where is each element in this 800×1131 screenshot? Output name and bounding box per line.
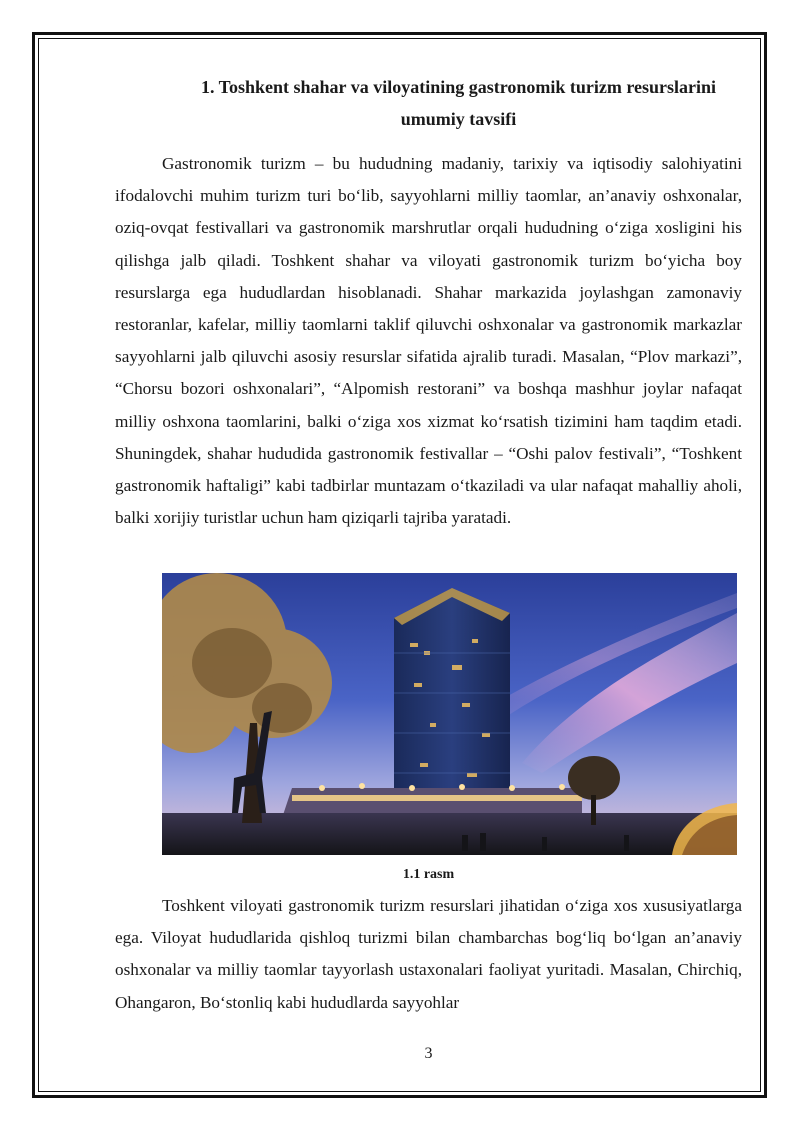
heading-line-2: umumiy tavsifi bbox=[400, 109, 517, 129]
figure-photo-tashkent-tower bbox=[162, 573, 737, 855]
figure-caption: 1.1 rasm bbox=[402, 867, 455, 882]
paragraph-1: Gastronomik turizm – bu hududning madaniy, tarixiy va iqtisodiy salohiyatini ifodalovchi muhim turizm turi bo‘lib, sayyohlarni milliy taomlar, an’anaviy oshxonalar, oziq-ovqat festivallari va gastronomik marshrutlar orqali hududning o‘ziga xosligini his qilishga jalb qiladi. Toshkent shahar va viloyati gastronomik turizm bo‘yicha boy resurslarga ega hududlardan hisoblanadi. Shahar markazida joylashgan zamonaviy restoranlar, kafelar, milliy taomlarni taklif qiluvchi oshxonalar va gastronomik markazlar sayyohlarni jalb qiluvchi asosiy resurslar sifatida ajralib turadi. Masalan, “Plov markazi”, “Chorsu bozori oshxonalari”, “Alpomish restorani” va boshqa mashhur joylar nafaqat milliy oshxona taomlarini, balki o‘ziga xos xizmat ko‘rsatish tizimini ham taqdim etadi. Shuningdek, shahar hududida gastronomik festivallar – “Oshi palov festivali”, “Toshkent gastronomik haftaligi” kabi tadbirlar muntazam o‘tkaziladi va ular nafaqat mahalliy aholi, balki xorijiy turistlar uchun ham qiziqarli tajriba yaratadi. bbox=[115, 154, 742, 528]
section-heading bbox=[115, 71, 742, 135]
page-number: 3 bbox=[424, 1045, 433, 1062]
paragraph-2: Toshkent viloyati gastronomik turizm resurslari jihatidan o‘ziga xos xususiyatlarga ega. Viloyat hududlarida qishloq turizmi bilan chambarchas bog‘liq bo‘lgan an’anaviy oshxonalar va milliy taomlar tayyorlash ustaxonalari faoliyat yuritadi. Masalan, Chirchiq, Ohangaron, Bo‘stonliq kabi hududlarda sayyohlar bbox=[115, 896, 742, 1012]
heading-line-1: 1. Toshkent shahar va viloyatining gastronomik turizm resurslarini bbox=[200, 77, 717, 97]
